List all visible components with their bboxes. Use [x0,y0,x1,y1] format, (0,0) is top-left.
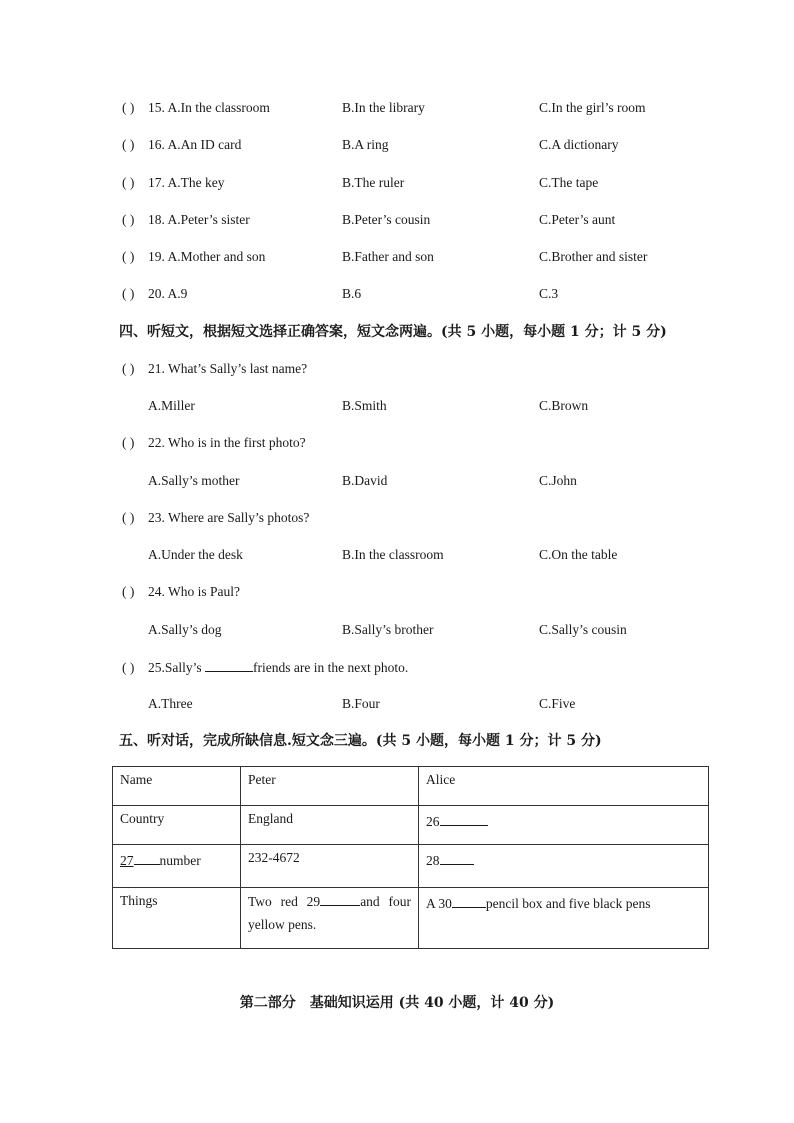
answer-paren[interactable]: ( ) [122,137,135,152]
question-22 [122,433,734,453]
peter-things-end: and four yellow pens. [248,894,411,932]
cell-number-label [113,845,241,888]
cell-alice-things [419,888,709,949]
number-word: number [159,853,201,868]
table-row [113,806,709,845]
answer-paren[interactable]: ( ) [122,435,135,450]
question-16-c: C.A dictionary [539,137,619,152]
question-16-a: ( ) 16. A.An ID card [122,135,241,155]
fill-blank-29[interactable] [320,891,360,906]
option-21-b: B.Smith [342,398,387,413]
question-20-c: C.3 [539,286,559,301]
question-17-a: ( ) 17. A.The key [122,173,225,193]
fill-blank-30[interactable] [452,893,486,908]
answer-paren[interactable]: ( ) [122,175,135,190]
question-20-a: ( ) 20. A.9 [122,284,187,304]
answer-paren[interactable]: ( ) [122,584,135,599]
question-24-text: 24. Who is Paul? [148,584,240,599]
options-24 [122,620,734,640]
options-25 [122,694,734,714]
question-15 [122,98,734,118]
question-19 [122,247,734,267]
answer-paren[interactable]: ( ) [122,286,135,301]
answer-paren[interactable]: ( ) [122,212,135,227]
option-23-c: C.On the table [539,547,618,562]
question-23-text: 23. Where are Sally’s photos? [148,510,310,525]
question-16 [122,135,734,155]
option-21-c: C.Brown [539,398,589,413]
fill-blank-25[interactable] [205,657,253,672]
question-19-c: C.Brother and sister [539,249,648,264]
option-25-b: B.Four [342,696,380,711]
question-19-a: ( ) 19. A.Mother and son [122,247,265,267]
alice-things-end: pencil box and five black pens [485,896,651,911]
question-17 [122,173,734,193]
fill-blank-26[interactable] [440,811,488,826]
option-24-a: A.Sally’s dog [148,622,222,637]
answer-paren[interactable]: ( ) [122,660,135,675]
option-22-c: C.John [539,473,577,488]
question-18-c: C.Peter’s aunt [539,212,616,227]
question-17-b: B.The ruler [342,175,405,190]
question-24 [122,582,734,602]
question-21 [122,359,734,379]
option-23-b: B.In the classroom [342,547,444,562]
cell-country-label: Country [113,806,241,845]
options-23 [122,545,734,565]
question-16-b: B.A ring [342,137,389,152]
cell-alice-number [419,845,709,888]
question-15-a: ( ) 15. A.In the classroom [122,98,270,118]
question-18-a: ( ) 18. A.Peter’s sister [122,210,250,230]
table-row [113,767,709,806]
fill-blank-27[interactable] [134,850,160,865]
section-4-heading: 四、听短文，根据短文选择正确答案，短文念两遍。(共 5 小题，每小题 1 分；计 5 分) [119,324,667,340]
blank-27-number: 27 [120,853,134,868]
question-20-b: B.6 [342,286,362,301]
option-24-b: B.Sally’s brother [342,622,434,637]
question-15-c: C.In the girl’s room [539,100,646,115]
answer-paren[interactable]: ( ) [122,510,135,525]
option-22-a: A.Sally’s mother [148,473,240,488]
option-25-c: C.Five [539,696,576,711]
section-5-heading: 五、听对话，完成所缺信息.短文念三遍。(共 5 小题，每小题 1 分；计 5 分) [119,733,602,749]
question-18 [122,210,734,230]
blank-28-number: 28 [426,853,440,868]
question-22-text: 22. Who is in the first photo? [148,435,306,450]
option-21-a: A.Miller [148,398,195,413]
cell-alice-country [419,806,709,845]
question-25-text-start: 25.Sally’s [148,660,206,675]
answer-paren[interactable]: ( ) [122,361,135,376]
question-25 [122,657,734,677]
cell-peter-country: England [241,806,419,845]
question-18-b: B.Peter’s cousin [342,212,431,227]
question-15-b: B.In the library [342,100,425,115]
cell-peter-things [241,888,419,949]
option-24-c: C.Sally’s cousin [539,622,627,637]
question-17-c: C.The tape [539,175,599,190]
question-19-b: B.Father and son [342,249,434,264]
option-25-a: A.Three [148,696,193,711]
cell-name-label: Name [113,767,241,806]
peter-things-start: Two red 29 [248,894,321,909]
question-20 [122,284,734,304]
question-25-text-end: friends are in the next photo. [253,660,409,675]
blank-26-number: 26 [426,814,440,829]
answer-paren[interactable]: ( ) [122,249,135,264]
table-row [113,888,709,949]
question-23 [122,508,734,528]
part-2-title: 第二部分 基础知识运用 (共 40 小题，计 40 分) [239,995,555,1011]
cell-peter-number: 232-4672 [241,845,419,888]
table-row [113,845,709,888]
options-21 [122,396,734,416]
option-22-b: B.David [342,473,388,488]
cell-peter: Peter [241,767,419,806]
alice-things-start: A 30 [426,896,452,911]
cell-things-label: Things [113,888,241,949]
question-21-text: 21. What’s Sally’s last name? [148,361,308,376]
fill-blank-28[interactable] [440,850,474,865]
answer-paren[interactable]: ( ) [122,100,135,115]
cell-alice: Alice [419,767,709,806]
option-23-a: A.Under the desk [148,547,243,562]
options-22 [122,471,734,491]
info-table [112,766,709,949]
